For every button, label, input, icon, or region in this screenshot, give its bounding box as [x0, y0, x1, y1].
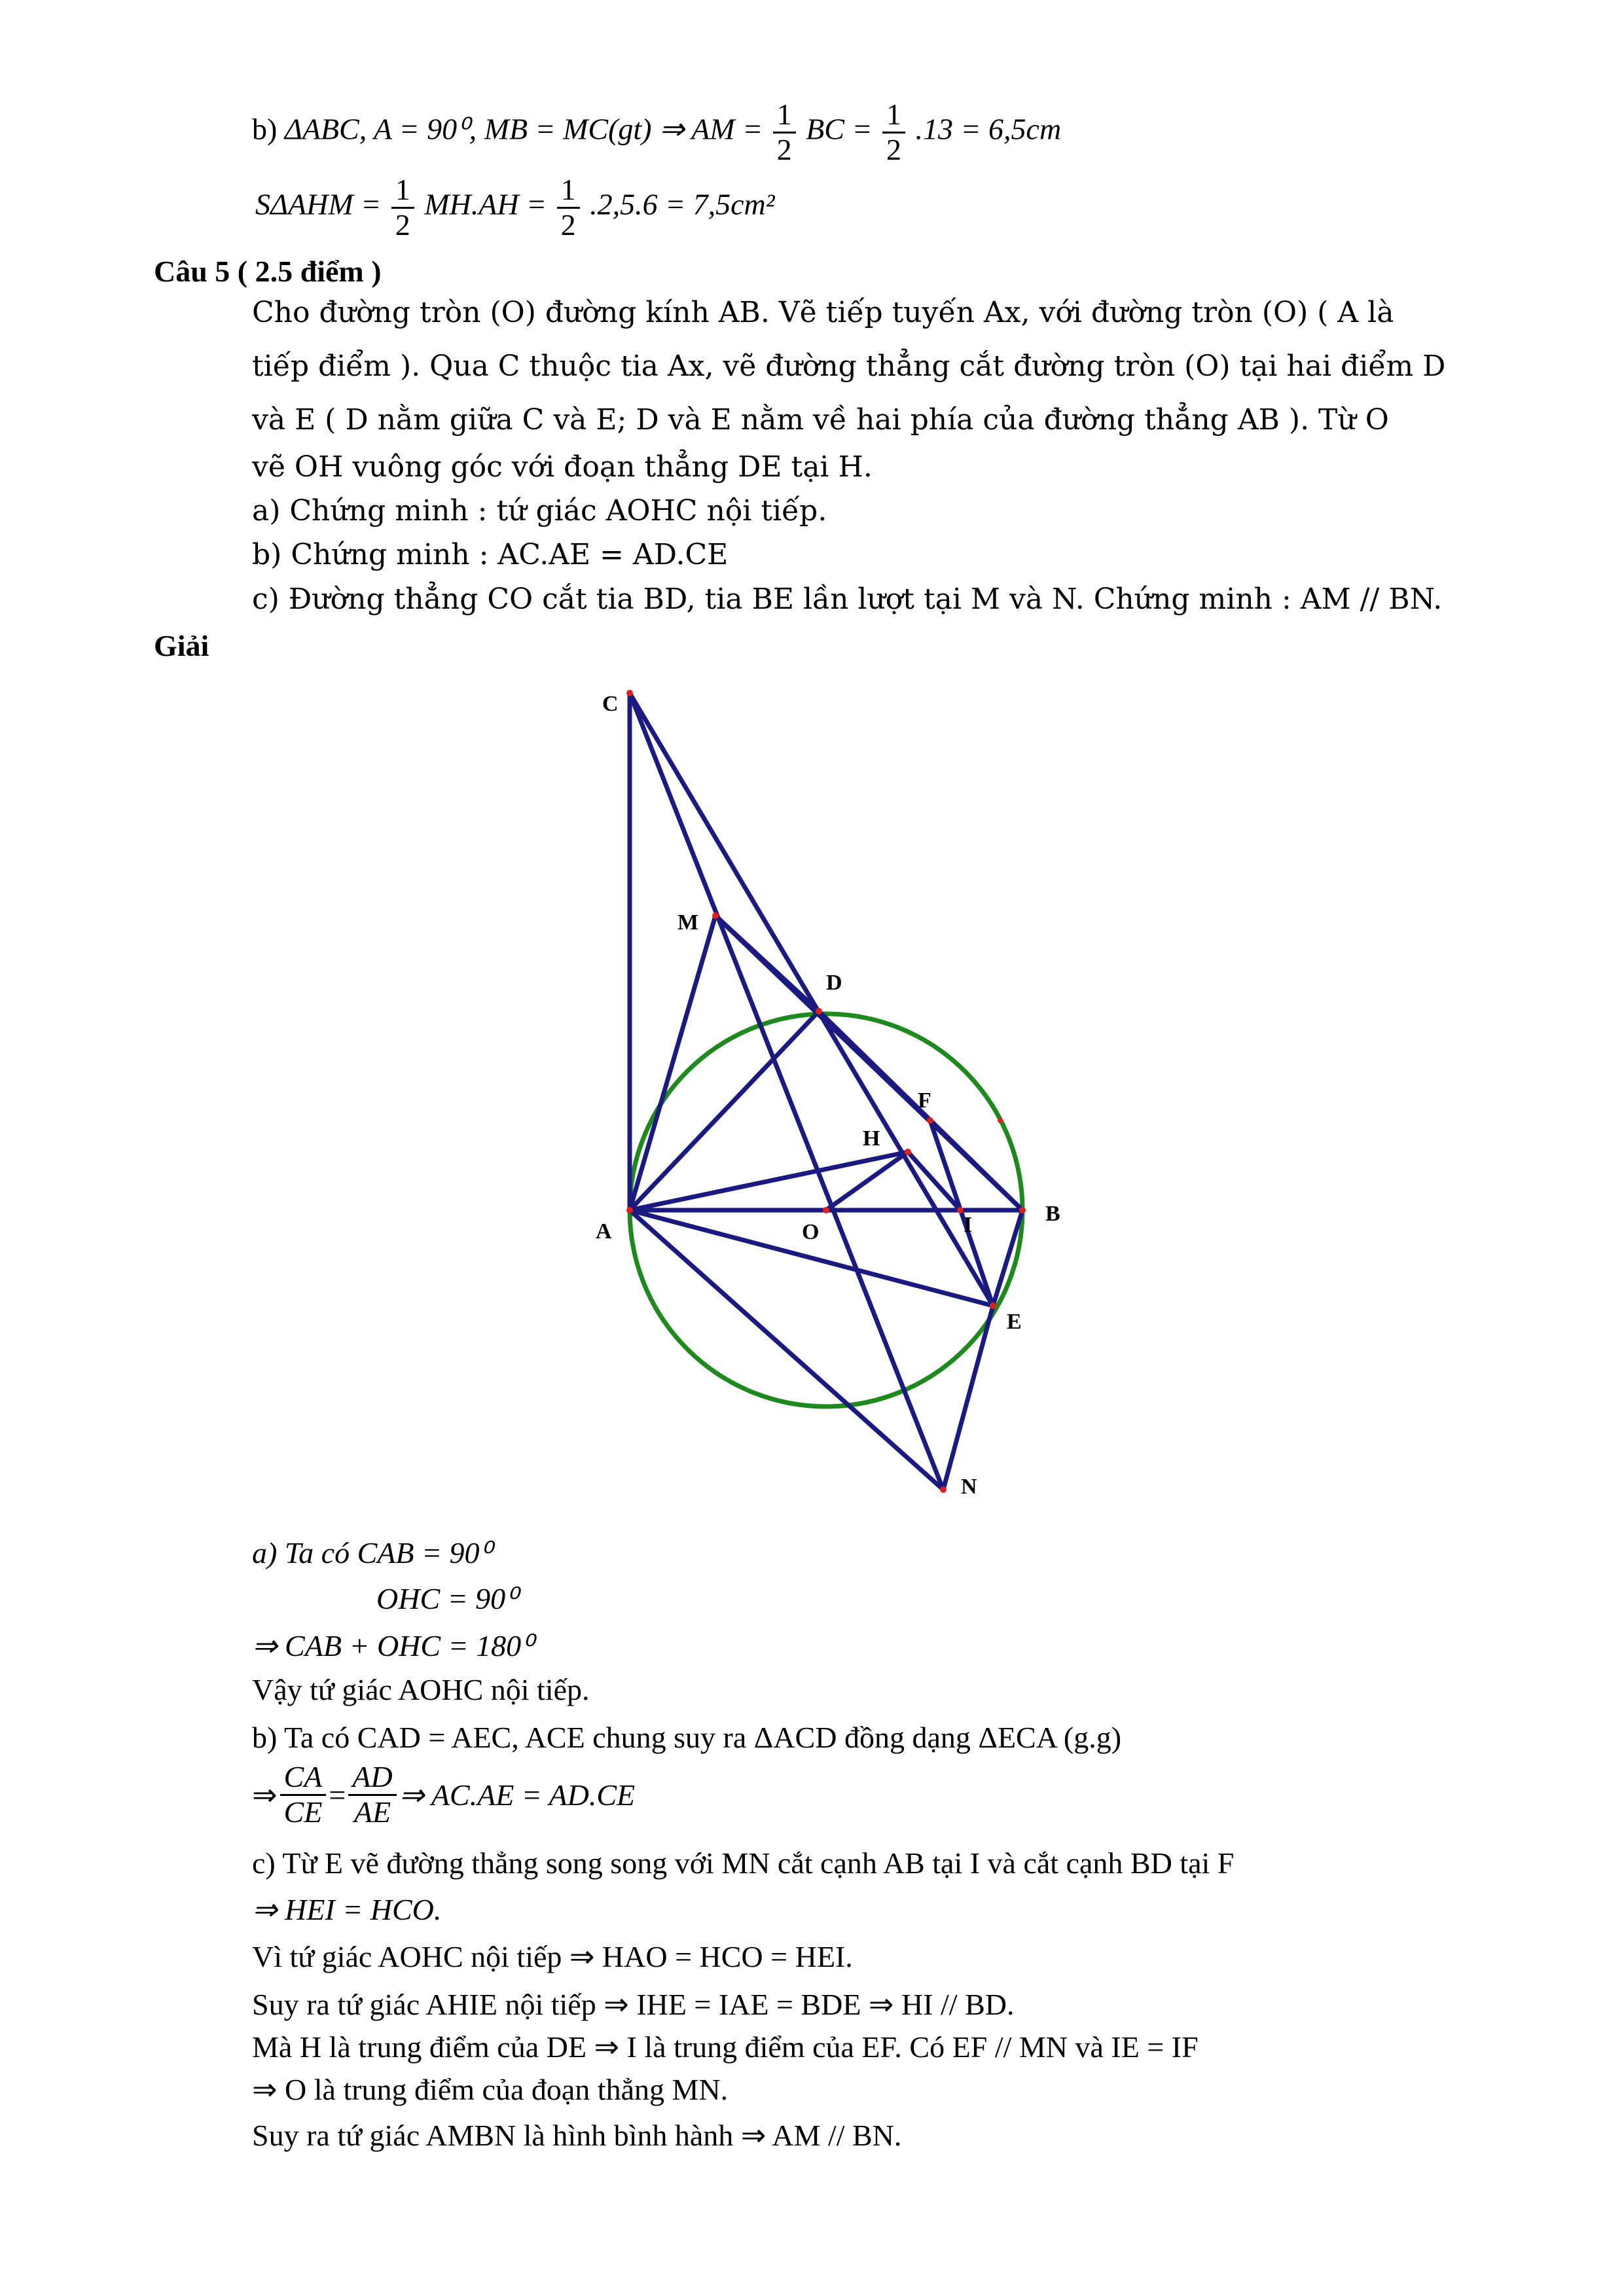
solution-b1: b) Ta có CAD = AEC, ACE chung suy ra ΔACD đồng dạng ΔECA (g.g)	[252, 1721, 1122, 1754]
partb-mid: BC =	[806, 112, 873, 146]
point-f	[927, 1117, 933, 1124]
point-b	[1019, 1207, 1026, 1213]
half-num-2: 1	[882, 98, 905, 134]
area-mid: MH.AH =	[424, 187, 547, 221]
half-num-3: 1	[391, 173, 414, 209]
half-num: 1	[773, 98, 796, 134]
point-c	[626, 690, 633, 696]
partb-math: ΔABC, A = 90⁰, MB = MC(gt) ⇒ AM =	[284, 112, 763, 146]
frac2-num: AD	[348, 1761, 396, 1796]
solution-a4: Vậy tứ giác AOHC nội tiếp.	[252, 1673, 590, 1706]
partb-end: .13 = 6,5cm	[915, 112, 1062, 146]
label-m: M	[677, 910, 699, 935]
area-end: .2,5.6 = 7,5cm²	[590, 187, 775, 221]
solution-a1-text: a) Ta có CAB = 90⁰	[252, 1536, 492, 1570]
label-a: A	[596, 1219, 612, 1244]
point-m	[712, 912, 719, 919]
solution-a3: ⇒ CAB + OHC = 180⁰	[252, 1629, 533, 1662]
solution-c2: ⇒ HEI = HCO.	[252, 1893, 442, 1926]
solution-a2: OHC = 90⁰	[376, 1582, 518, 1615]
solution-c6: ⇒ O là trung điểm của đoạn thẳng MN.	[252, 2073, 729, 2106]
solution-c5: Mà H là trung điểm của DE ⇒ I là trung điểm của EF. Có EF // MN và IE = IF	[252, 2030, 1199, 2064]
line-en	[943, 1306, 993, 1490]
label-c: C	[602, 692, 619, 716]
solution-title: Giải	[154, 629, 209, 662]
question-line-2: tiếp điểm ). Qua C thuộc tia Ax, vẽ đường thẳng cắt đường tròn (O) tại hai điểm D	[252, 350, 1446, 383]
half-num-4: 1	[557, 173, 580, 209]
point-e	[990, 1302, 996, 1309]
b2-end: ⇒ AC.AE = AD.CE	[399, 1778, 636, 1812]
label-b: B	[1045, 1202, 1060, 1226]
half-den-3: 2	[395, 207, 410, 242]
line-dm	[715, 916, 819, 1011]
figure-points	[626, 690, 1026, 1493]
half-den: 2	[776, 132, 792, 166]
question-line-4: vẽ OH vuông góc với đoạn thẳng DE tại H.	[252, 450, 873, 484]
figure-lines	[630, 693, 1022, 1490]
partb-prefix: b)	[252, 112, 278, 146]
point-n	[940, 1486, 947, 1493]
solution-c4: Suy ra tứ giác AHIE nội tiếp ⇒ IHE = IAE = BDE ⇒ HI // BD.	[252, 1988, 1015, 2021]
b2-eq: =	[329, 1778, 346, 1812]
question-line-3: và E ( D nằm giữa C và E; D và E nằm về hai phía của đường thẳng AB ). Từ O	[252, 403, 1389, 437]
point-i	[957, 1207, 964, 1213]
solution-c3: Vì tứ giác AOHC nội tiếp ⇒ HAO = HCO = HEI.	[252, 1940, 853, 1973]
frac1-num: CA	[280, 1761, 327, 1796]
frac1-den: CE	[283, 1795, 323, 1829]
solution-b2	[252, 1761, 635, 1829]
half-den-4: 2	[560, 207, 576, 242]
solution-a1	[252, 1535, 492, 1570]
label-e: E	[1007, 1310, 1022, 1334]
point-a	[626, 1207, 633, 1213]
solution-c1: c) Từ E vẽ đường thẳng song song với MN cắt cạnh AB tại I và cắt cạnh BD tại F	[252, 1846, 1235, 1880]
fraction-ad-ae	[348, 1761, 396, 1829]
point-arc	[998, 1118, 1003, 1123]
question-line-7: c) Đường thẳng CO cắt tia BD, tia BE lần lượt tại M và N. Chứng minh : AM // BN.	[252, 583, 1443, 616]
question-title: Câu 5 ( 2.5 điểm )	[154, 255, 382, 288]
point-o	[823, 1207, 829, 1213]
solution-c7: Suy ra tứ giác AMBN là hình bình hành ⇒ AM // BN.	[252, 2119, 902, 2152]
b2-arrow: ⇒	[252, 1778, 278, 1812]
fraction-ca-ce	[280, 1761, 327, 1829]
question-line-1: Cho đường tròn (O) đường kính AB. Vẽ tiếp tuyến Ax, với đường tròn (O) ( A là	[252, 296, 1394, 329]
question-line-5: a) Chứng minh : tứ giác AOHC nội tiếp.	[252, 494, 827, 528]
label-h: H	[863, 1126, 880, 1151]
question-line-6: b) Chứng minh : AC.AE = AD.CE	[252, 538, 729, 571]
line-ce	[630, 693, 993, 1306]
point-h	[905, 1149, 911, 1155]
point-d	[816, 1008, 822, 1014]
area-lhs: SΔAHM =	[255, 187, 382, 221]
label-f: F	[918, 1088, 931, 1113]
label-o: O	[802, 1220, 820, 1244]
label-d: D	[826, 971, 842, 995]
half-den-2: 2	[886, 132, 901, 166]
label-n: N	[961, 1475, 977, 1499]
frac2-den: AE	[353, 1795, 391, 1829]
label-i: I	[964, 1213, 973, 1237]
